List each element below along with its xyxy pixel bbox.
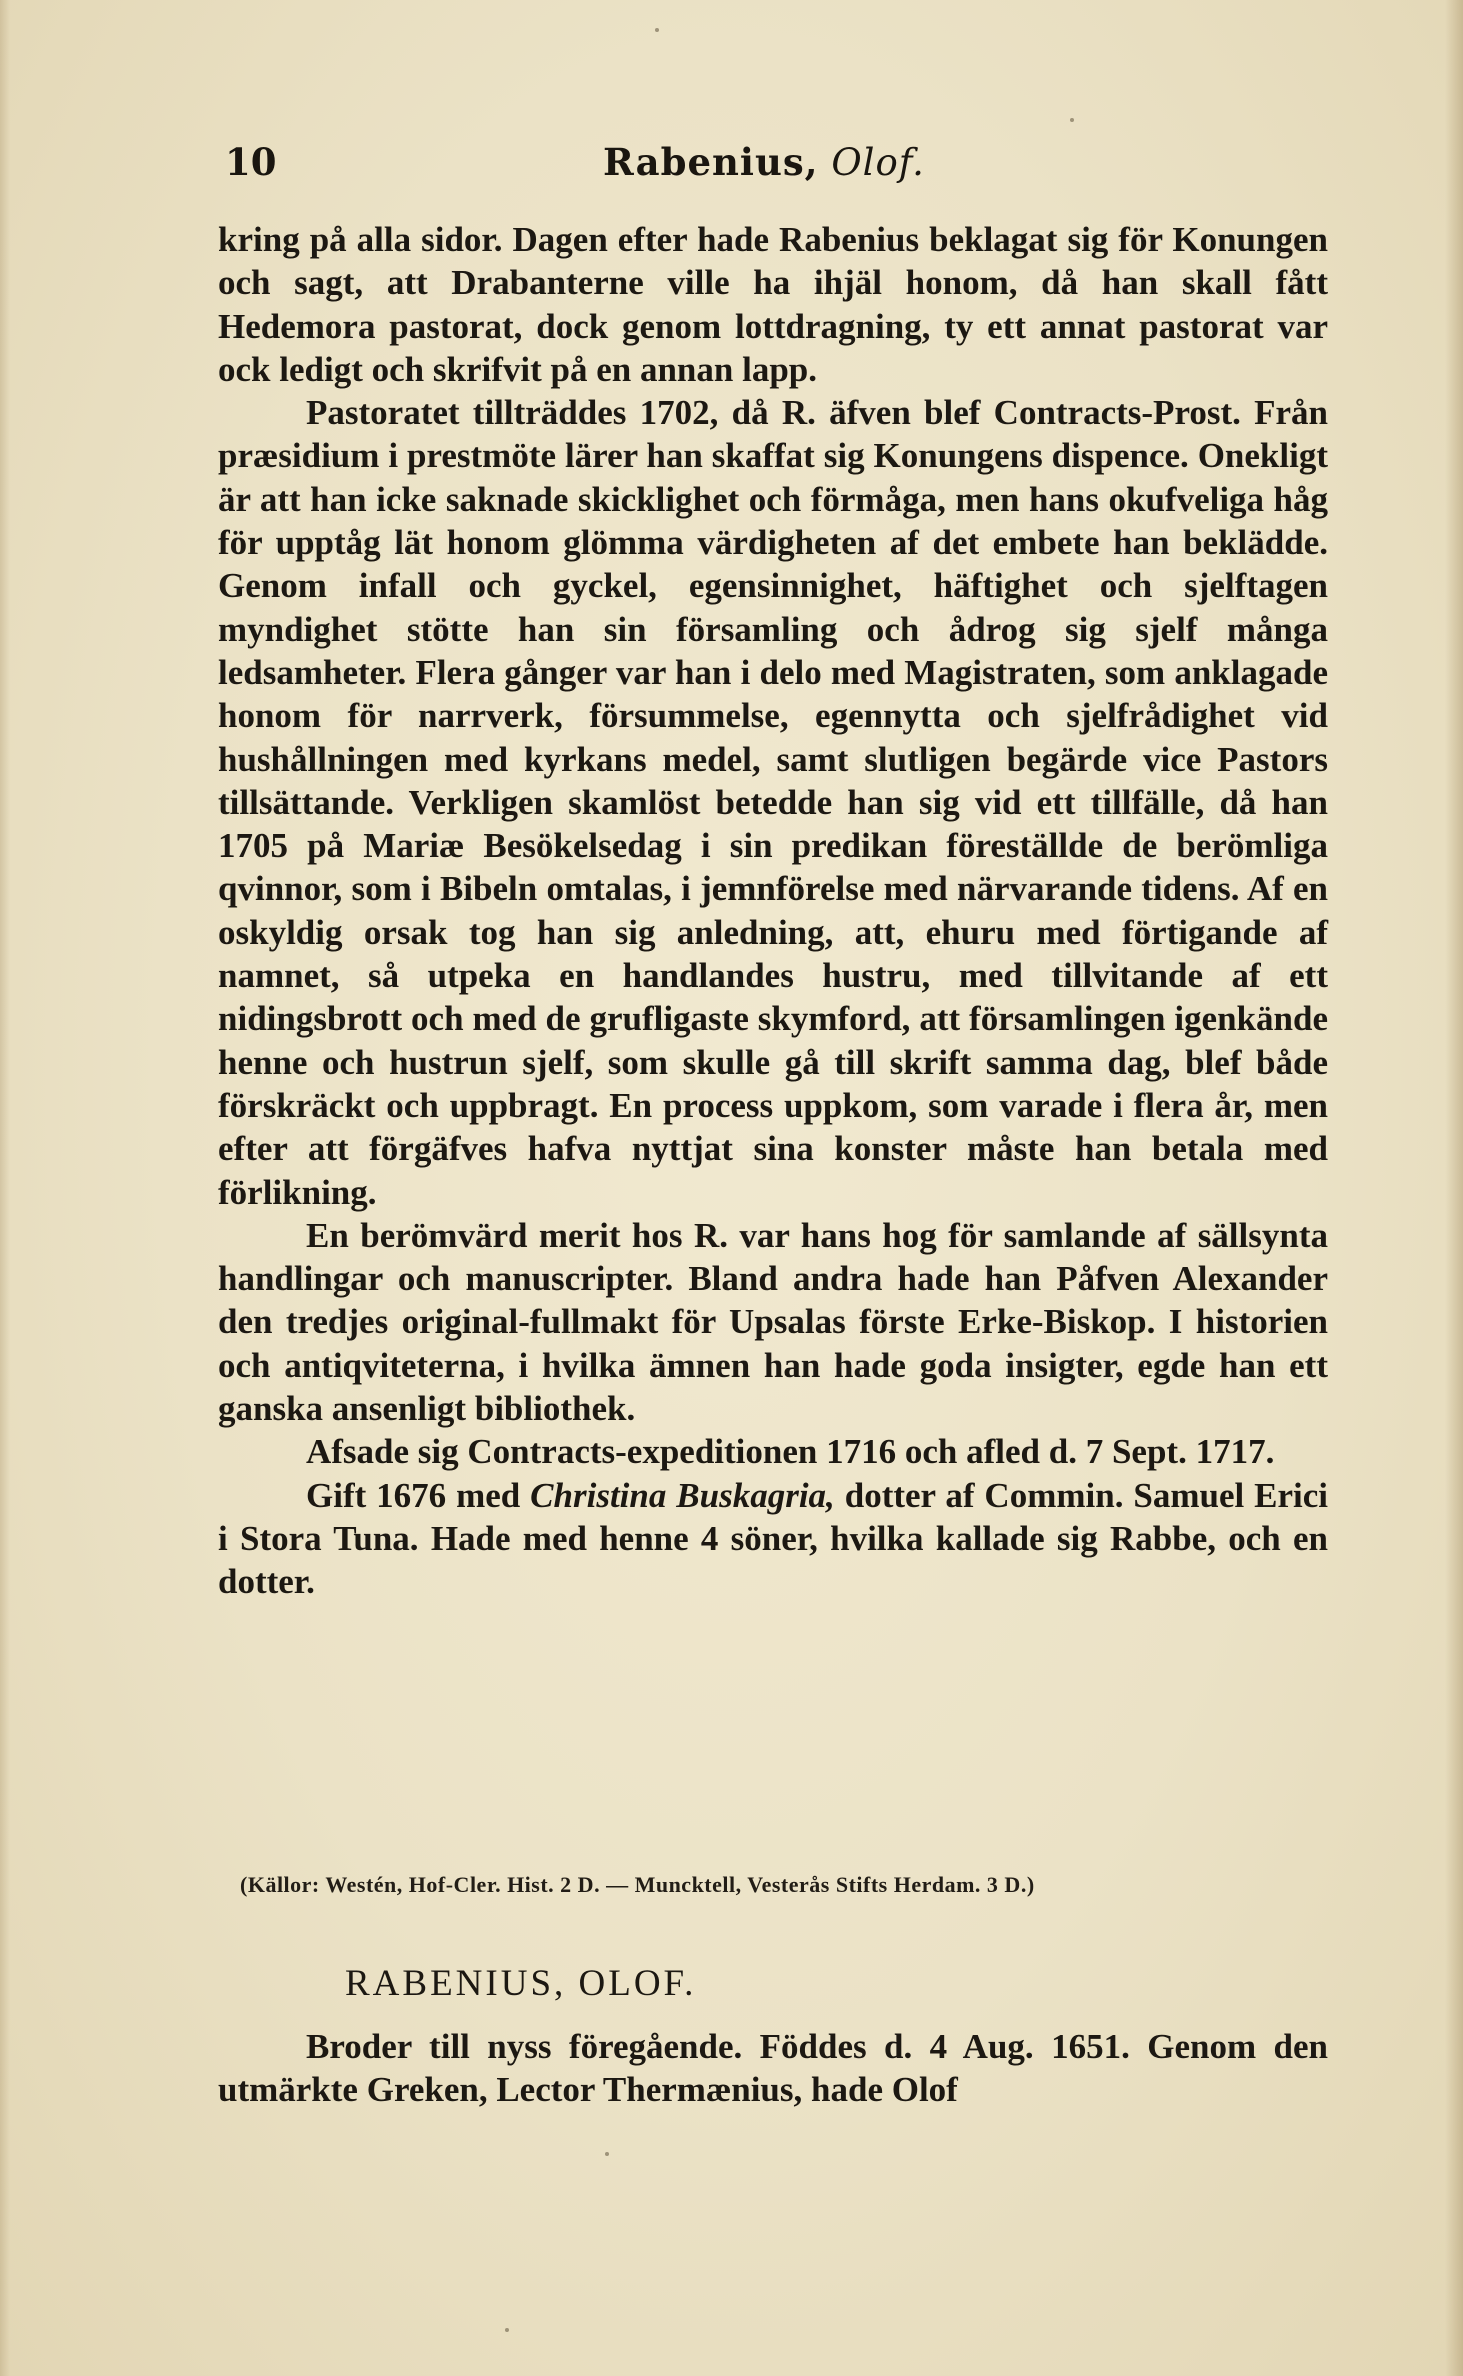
spouse-name: Christina Buskagria, xyxy=(530,1475,835,1515)
paragraph-3: En berömvärd merit hos R. var hans hog för samlande af sällsynta handlingar och manuscripter. Bland andra hade han Påfven Alexander den tredjes original-fullmakt för Upsalas förste Erke-Biskop. I historien och antiqviteterna, i hvilka ämnen han hade goda insigter, egde han ett ganska ansenligt bibliothek. xyxy=(218,1215,1328,1429)
sources-note: (Källor: Westén, Hof-Cler. Hist. 2 D. — Muncktell, Vesterås Stifts Herdam. 3 D.) xyxy=(240,1872,1035,1897)
paragraph-2: Pastoratet tillträddes 1702, då R. äfven blef Contracts-Prost. Från præsidium i prestmöte lärer han skaffat sig Konungens dispence. Onekligt är att han icke saknade skicklighet och förmåga, men hans okufveliga håg för upptåg lät honom glömma värdigheten af det embete han beklädde. Genom infall och gyckel, egensinnighet, häftighet och sjelftagen myndighet stötte han sin församling och ådrog sig sjelf många ledsamheter. Flera gånger var han i delo med Magistraten, som anklagade honom för narrverk, försummelse, egennytta och sjelfrådighet vid hushållningen med kyrkans medel, samt slutligen begärde vice Pastors tillsättande. Verkligen skamlöst betedde han sig vid ett tillfälle, då han 1705 på Mariæ Besökelsedag i sin predikan föreställde de berömliga qvinnor, som i Bibeln omtalas, i jemnförelse med närvarande tidens. Af en oskyldig orsak tog han sig anledning, att, ehuru med förtigande af namnet, så utpeka en handlandes hustru, med tillvitande af ett nidingsbrott och med de grufligaste skymford, att församlingen igenkände henne och hustrun sjelf, som skulle gå till skrift samma dag, blef både förskräckt och uppbragt. En process uppkom, som varade i flera år, men efter att förgäfves hafva nyttjat sina konster måste han betala med förlikning. xyxy=(218,393,1328,1212)
running-head-forename: Olof. xyxy=(831,141,925,184)
page-edge-shadow-left xyxy=(0,0,10,2376)
page-edge-shadow-right xyxy=(1445,0,1463,2376)
running-head-surname: Rabenius, xyxy=(603,140,819,184)
paper-speck xyxy=(605,2152,609,2156)
next-entry-paragraph: Broder till nyss föregående. Föddes d. 4 Aug. 1651. Genom den utmärkte Greken, Lector Thermænius, hade Olof xyxy=(218,2027,1328,2110)
marriage-suffix: dotter af Commin. Samuel Erici i Stora Tuna. Hade med henne 4 söner, hvilka kallade sig Rabbe, och en dotter. xyxy=(218,1475,1329,1602)
paper-speck xyxy=(1070,118,1074,122)
page-header xyxy=(225,140,1325,190)
entry-heading: RABENIUS, OLOF. xyxy=(345,1963,697,2004)
paragraph-marriage xyxy=(218,1474,1328,1604)
marriage-prefix: Gift 1676 med xyxy=(306,1475,521,1515)
paragraph-4: Afsade sig Contracts-expeditionen 1716 och afled d. 7 Sept. 1717. xyxy=(306,1432,1275,1472)
body-text xyxy=(218,218,1328,1604)
paragraph-1: kring på alla sidor. Dagen efter hade Rabenius beklagat sig för Konungen och sagt, att Drabanterne ville ha ihjäl honom, då han skall fått Hedemora pastorat, dock genom lottdragning, ty ett annat pastorat var ock ledigt och skrifvit på en annan lapp. xyxy=(218,220,1328,389)
paper-speck xyxy=(505,2328,509,2332)
next-entry-text xyxy=(218,2025,1328,2112)
page-number: 10 xyxy=(225,140,277,184)
running-head xyxy=(603,140,925,184)
paper-speck xyxy=(655,28,659,32)
